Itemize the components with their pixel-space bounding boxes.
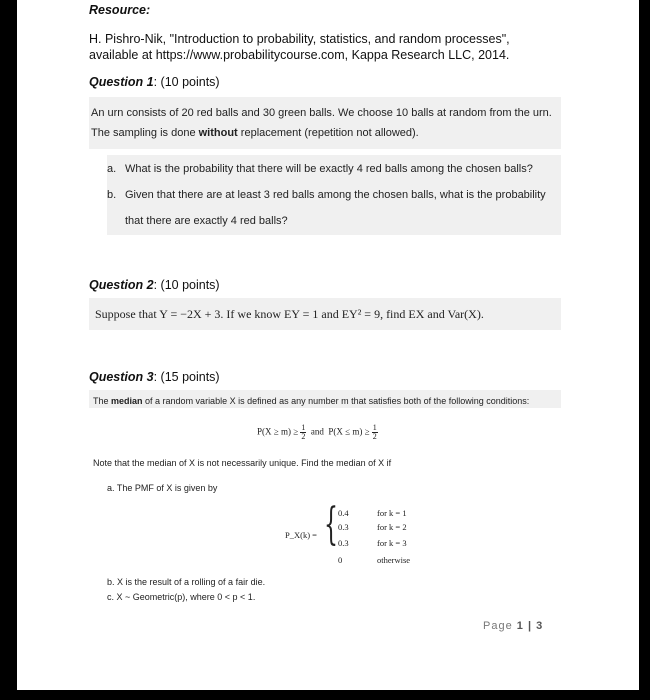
pmf-row-3-condition: for k = 3 [377,538,407,548]
question-1-stem-line-2: The sampling is done without replacement (repetition not allowed). [91,127,419,139]
question-1-part-a: What is the probability that there will be exactly 4 red balls among the chosen balls? [125,163,533,175]
pmf-row-1-value: 0.4 [338,508,349,518]
pmf-row-2-value: 0.3 [338,522,349,532]
pmf-row-2-condition: for k = 2 [377,522,407,532]
question-1-stem-line-1: An urn consists of 20 red balls and 30 green balls. We choose 10 balls at random from the urn. [91,107,552,119]
question-3-median-definition: The median of a random variable X is defined as any number m that satisfies both of the following conditions: [93,396,530,406]
question-3-part-b: b. X is the result of a rolling of a fair die. [107,577,266,587]
question-2-text: Suppose that Y = −2X + 3. If we know EY = 1 and EY² = 9, find EX and Var(X). [95,307,484,321]
page-number: Page 1 | 3 [483,620,544,632]
pmf-row-3-value: 0.3 [338,538,349,548]
pmf-brace: { [324,499,338,550]
resource-heading: Resource: [89,3,151,17]
median-conditions-formula: P(X ≥ m) ≥ $\frac{1}{2}$ and P(X ≤ m) ≥ $\frac{1}{2}$ [257,423,377,441]
question-2-title: Question 2: (10 points) [89,278,220,292]
pmf-lhs: P_X(k) = [285,530,317,540]
question-3-part-a: a. The PMF of X is given by [107,483,218,493]
pmf-row-4-value: 0 [338,555,343,565]
resource-citation-line-1: H. Pishro-Nik, "Introduction to probability, statistics, and random processes", [89,32,510,46]
question-1-part-b-line-1: Given that there are at least 3 red balls among the chosen balls, what is the probability [125,189,546,201]
question-1-title: Question 1: (10 points) [89,75,220,89]
question-1-part-a-label: a. [107,163,117,175]
resource-citation-line-2: available at https://www.probabilitycourse.com, Kappa Research LLC, 2014. [89,48,510,62]
pmf-row-4-condition: otherwise [377,555,411,565]
pmf-row-1-condition: for k = 1 [377,508,407,518]
question-1-part-b-line-2: that there are exactly 4 red balls? [125,215,288,227]
document-page [17,0,639,690]
question-3-part-c: c. X ~ Geometric(p), where 0 < p < 1. [107,592,256,602]
question-3-note: Note that the median of X is not necessarily unique. Find the median of X if [93,458,392,468]
question-1-part-b-label: b. [107,189,117,201]
question-3-title: Question 3: (15 points) [89,370,220,384]
question-1-stem-box [89,97,561,149]
